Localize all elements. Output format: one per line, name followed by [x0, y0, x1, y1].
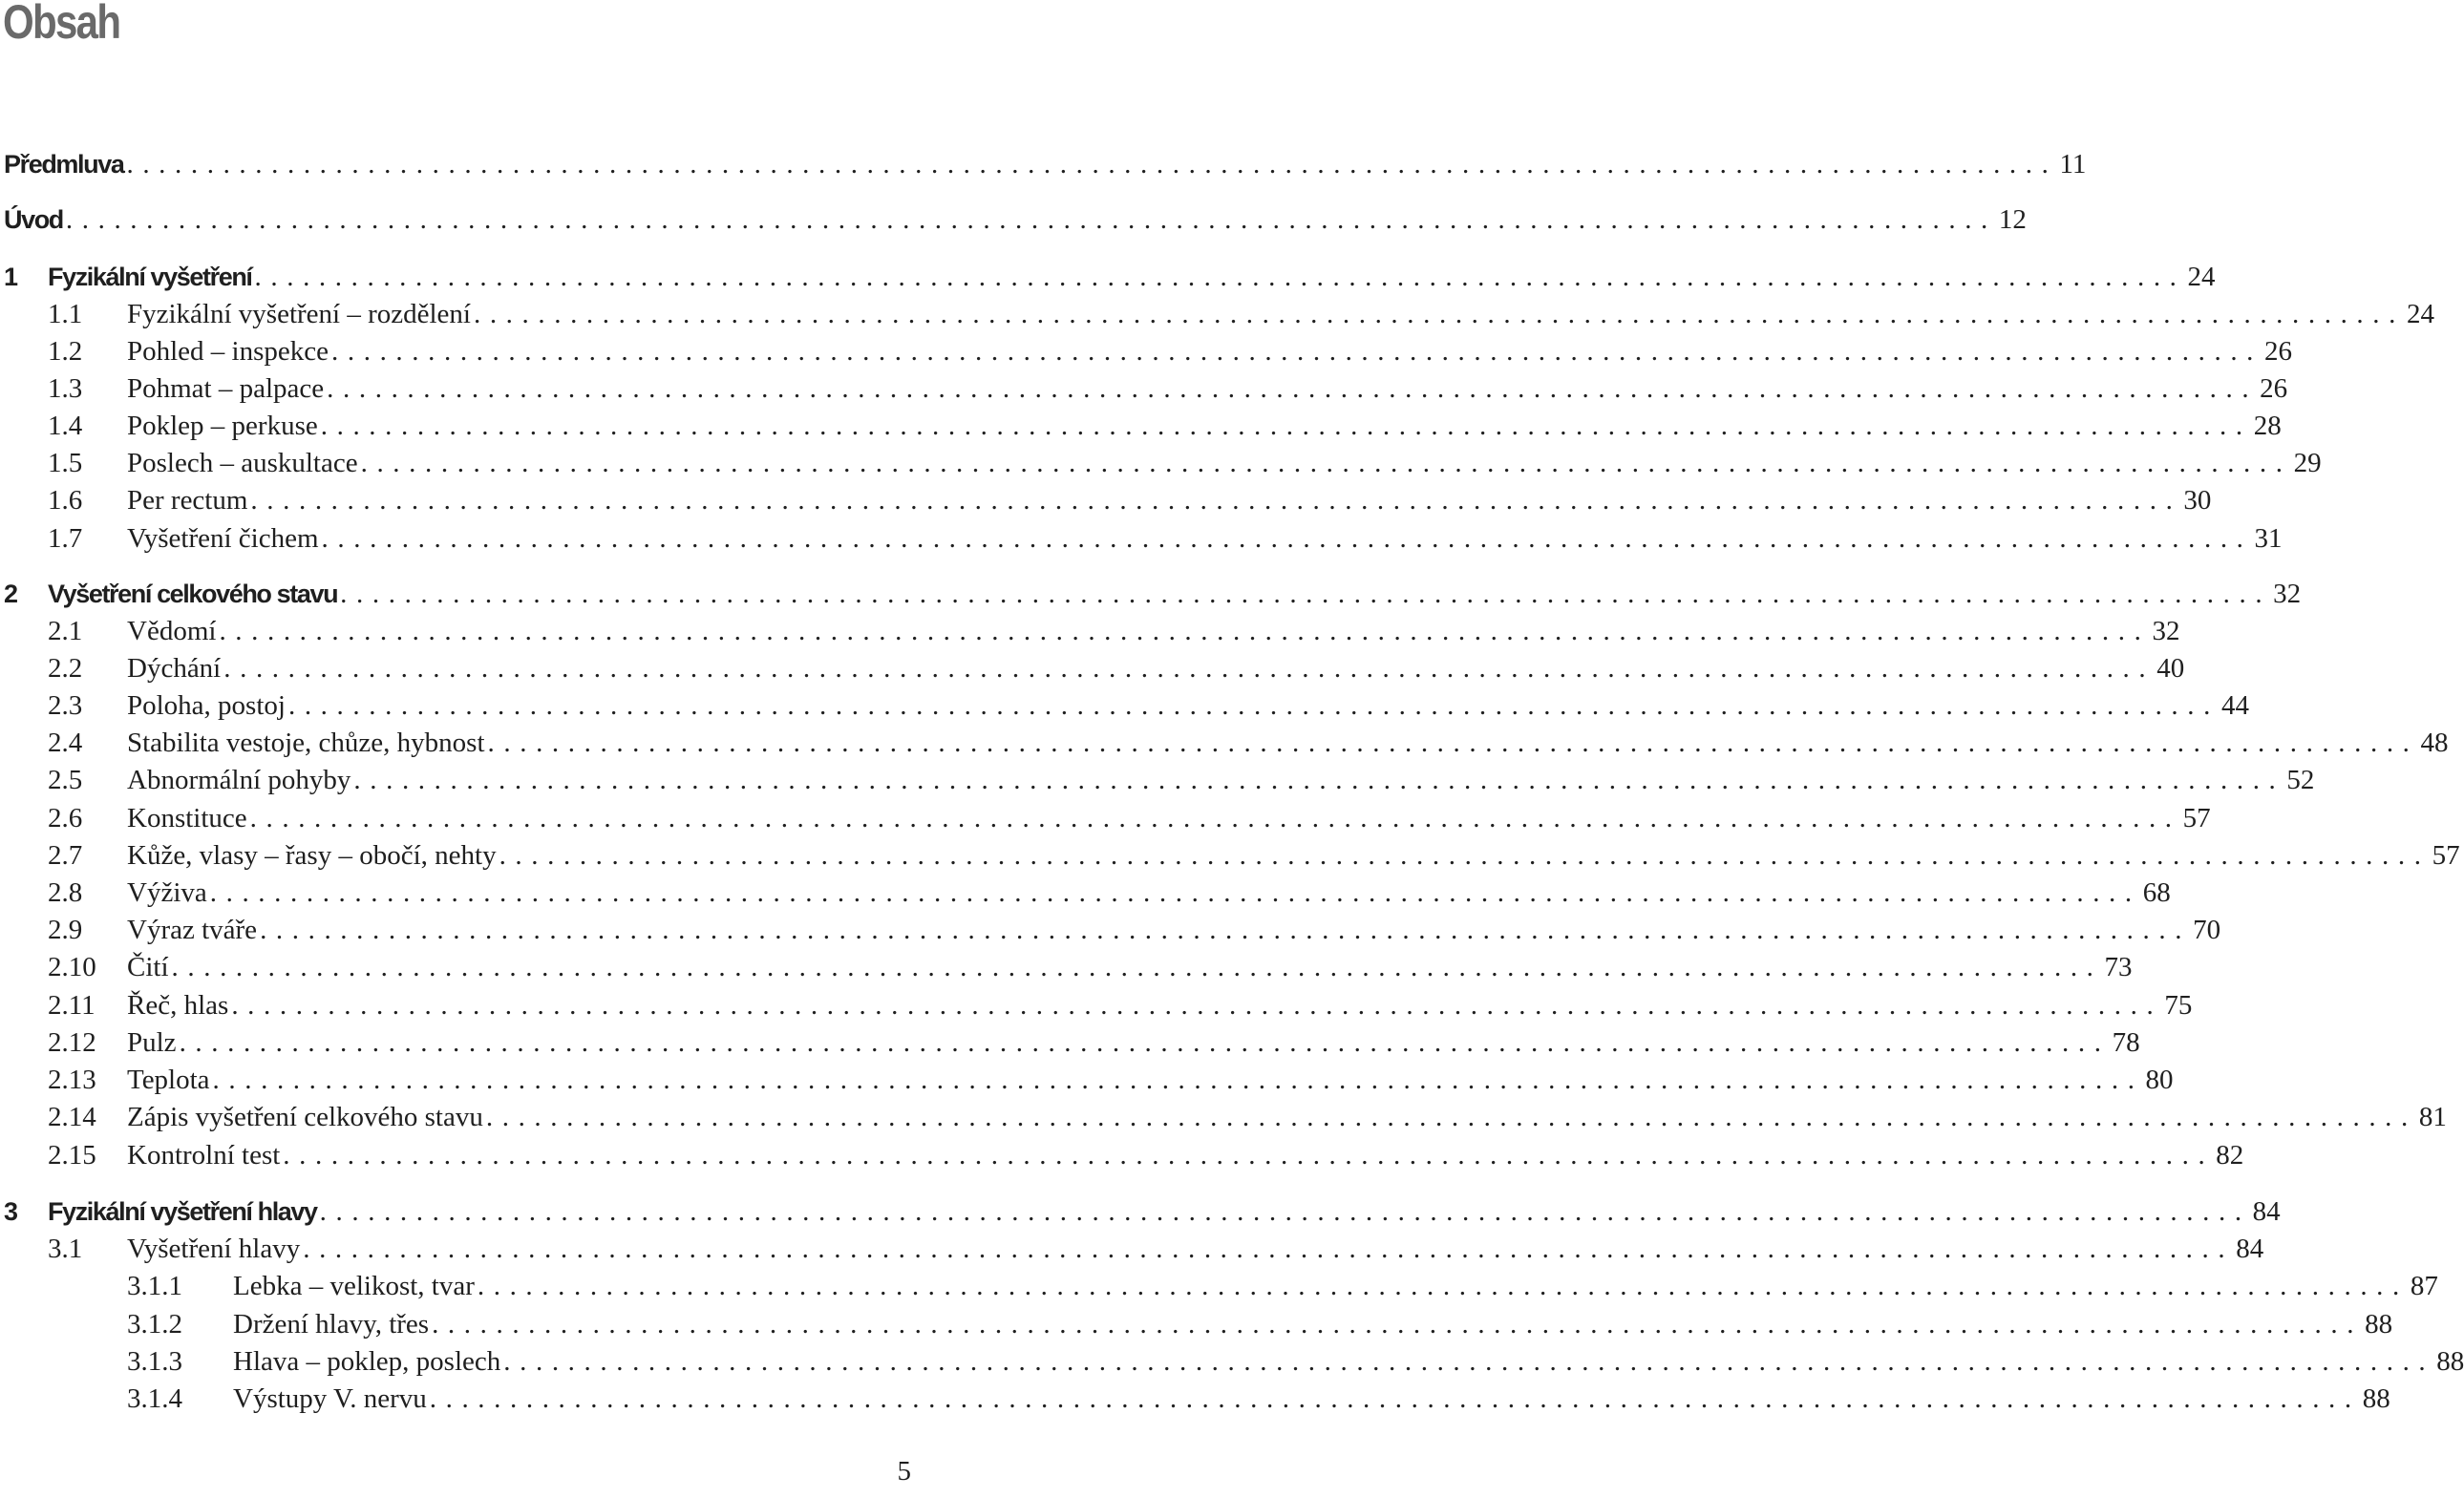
toc-entry-title: Držení hlavy, třes	[233, 1309, 430, 1340]
dot-leader: ........................................................................................................................	[254, 262, 2186, 292]
dot-leader: ........................................................................................................................	[473, 299, 2405, 329]
toc-entry-number: 2.13	[48, 1065, 96, 1095]
dot-leader: ........................................................................................................................	[219, 616, 2151, 646]
toc-entry[interactable]	[0, 481, 2212, 519]
toc-entry[interactable]	[0, 1136, 2244, 1174]
toc-entry-page: 78	[2112, 1027, 2140, 1058]
toc-entry-number: 2.8	[48, 877, 83, 908]
toc-entry[interactable]	[0, 761, 2315, 799]
toc-entry-title: Kontrolní test	[127, 1140, 281, 1171]
toc-entry-number: 1.1	[48, 299, 83, 329]
toc-entry[interactable]	[0, 686, 2249, 725]
toc-entry-number: 2.11	[48, 990, 96, 1021]
toc-entry-page: 12	[1998, 204, 2027, 235]
dot-leader: ........................................................................................................................	[231, 990, 2163, 1021]
toc-entry-page: 29	[2293, 448, 2322, 478]
toc-entry-page: 68	[2142, 877, 2171, 908]
toc-entry-title: Lebka – velikost, tvar	[233, 1271, 475, 1301]
toc-entry[interactable]	[0, 874, 2171, 912]
toc-entry-title: Poloha, postoj	[127, 690, 286, 721]
toc-entry-title: Per rectum	[127, 485, 248, 516]
toc-entry-number: 3.1.1	[127, 1271, 182, 1301]
toc-entry-title: Fyzikální vyšetření	[48, 263, 252, 291]
toc-entry-number: 1.3	[48, 373, 83, 404]
toc-entry-number: 2	[4, 580, 17, 608]
toc-entry[interactable]	[0, 1380, 2390, 1418]
toc-entry-title: Pulz	[127, 1027, 177, 1058]
dot-leader: ........................................................................................................................	[250, 485, 2182, 516]
toc-entry[interactable]	[0, 612, 2180, 650]
toc-entry-number: 2.1	[48, 616, 83, 646]
toc-entry-number: 2.5	[48, 765, 83, 795]
toc-entry[interactable]	[0, 332, 2293, 370]
toc-entry[interactable]	[0, 1061, 2174, 1099]
toc-entry-page: 32	[2273, 579, 2302, 609]
toc-entry-title: Hlava – poklep, poslech	[233, 1346, 501, 1377]
toc-entry-number: 2.2	[48, 653, 83, 684]
toc-entry-number: 2.7	[48, 840, 83, 871]
toc-entry-page: 57	[2432, 840, 2460, 871]
toc-entry-number: 2.12	[48, 1027, 96, 1058]
toc-entry-title: Řeč, hlas	[127, 990, 229, 1021]
toc-entry[interactable]	[0, 911, 2221, 949]
dot-leader: ........................................................................................................................	[260, 915, 2192, 945]
dot-leader: ........................................................................................................................	[321, 523, 2253, 554]
toc-entry-title: Poslech – auskultace	[127, 448, 358, 478]
toc-entry-page: 30	[2183, 485, 2212, 516]
toc-entry-title: Vědomí	[127, 616, 217, 646]
toc-entry-page: 28	[2253, 411, 2282, 441]
dot-leader: ........................................................................................................................	[353, 765, 2285, 795]
toc-entry[interactable]	[0, 145, 2087, 183]
page-title: Obsah	[3, 0, 120, 49]
toc-entry-page: 26	[2260, 373, 2288, 404]
toc-entry-page: 24	[2406, 299, 2434, 329]
toc-entry-number: 3.1.3	[127, 1346, 182, 1377]
toc-entry-page: 57	[2182, 803, 2211, 833]
toc-entry-title: Fyzikální vyšetření – rozdělení	[127, 299, 471, 329]
toc-entry-page: 44	[2220, 690, 2249, 721]
toc-entry-page: 40	[2156, 653, 2185, 684]
toc-entry[interactable]	[0, 986, 2193, 1024]
toc-entry-title: Fyzikální vyšetření hlavy	[48, 1197, 317, 1226]
dot-leader: ........................................................................................................................	[320, 411, 2252, 441]
toc-entry-page: 73	[2104, 952, 2133, 982]
toc-entry[interactable]	[0, 1023, 2140, 1062]
dot-leader: ........................................................................................................................	[209, 877, 2141, 908]
toc-entry-page: 24	[2187, 262, 2216, 292]
toc-entry-page: 88	[2436, 1346, 2464, 1377]
toc-entry-number: 2.10	[48, 952, 96, 982]
dot-leader: ........................................................................................................................	[303, 1234, 2235, 1264]
toc-entry-number: 1.7	[48, 523, 83, 554]
toc-entry-page: 84	[2252, 1196, 2281, 1227]
toc-entry-page: 26	[2264, 336, 2293, 367]
toc-entry[interactable]	[0, 444, 2322, 482]
toc-entry[interactable]	[0, 407, 2282, 445]
dot-leader: ........................................................................................................................	[432, 1309, 2364, 1340]
dot-leader: ........................................................................................................................	[65, 204, 1997, 235]
toc-entry-page: 32	[2152, 616, 2180, 646]
toc-entry-page: 87	[2410, 1271, 2438, 1301]
dot-leader: ........................................................................................................................	[485, 1102, 2417, 1132]
toc-entry[interactable]	[0, 1098, 2447, 1136]
toc-entry-number: 2.15	[48, 1140, 96, 1171]
toc-entry-title: Stabilita vestoje, chůze, hybnost	[127, 728, 485, 758]
toc-entry-title: Čití	[127, 952, 169, 982]
toc-entry-page: 88	[2365, 1309, 2393, 1340]
toc-entry-title: Abnormální pohyby	[127, 765, 351, 795]
dot-leader: ........................................................................................................................	[287, 690, 2220, 721]
toc-entry-title: Pohled – inspekce	[127, 336, 329, 367]
dot-leader: ........................................................................................................................	[283, 1140, 2215, 1171]
toc-entry-number: 3.1.2	[127, 1309, 182, 1340]
toc-entry-number: 1.5	[48, 448, 83, 478]
dot-leader: ........................................................................................................................	[477, 1271, 2409, 1301]
dot-leader: ........................................................................................................................	[179, 1027, 2111, 1058]
dot-leader: ........................................................................................................................	[223, 653, 2156, 684]
toc-entry[interactable]	[0, 1267, 2438, 1305]
toc-entry[interactable]	[0, 1192, 2281, 1231]
toc-entry-page: 75	[2164, 990, 2193, 1021]
toc-entry-page: 88	[2362, 1383, 2390, 1414]
toc-entry[interactable]	[0, 1342, 2464, 1381]
toc-entry[interactable]	[0, 575, 2302, 613]
dot-leader: ........................................................................................................................	[487, 728, 2419, 758]
toc-entry-number: 3	[4, 1197, 17, 1226]
toc-entry-number: 2.14	[48, 1102, 96, 1132]
toc-entry-page: 31	[2254, 523, 2283, 554]
dot-leader: ........................................................................................................................	[327, 373, 2259, 404]
toc-entry-title: Výraz tváře	[127, 915, 258, 945]
toc-entry[interactable]	[0, 295, 2434, 333]
toc-entry-title: Konstituce	[127, 803, 247, 833]
toc-entry-number: 2.3	[48, 690, 83, 721]
toc-entry-number: 1.4	[48, 411, 83, 441]
toc-entry[interactable]	[0, 1305, 2393, 1343]
toc-entry[interactable]	[0, 649, 2185, 687]
toc-entry-title: Poklep – perkuse	[127, 411, 318, 441]
toc-entry-page: 82	[2216, 1140, 2244, 1171]
toc-entry[interactable]	[0, 200, 2027, 239]
toc-entry-page: 70	[2193, 915, 2221, 945]
toc-entry-number: 1.6	[48, 485, 83, 516]
toc-entry-page: 80	[2145, 1065, 2174, 1095]
dot-leader: ........................................................................................................................	[360, 448, 2292, 478]
toc-entry-title: Výstupy V. nervu	[233, 1383, 427, 1414]
dot-leader: ........................................................................................................................	[503, 1346, 2435, 1377]
toc-entry-title: Výživa	[127, 877, 207, 908]
toc-entry-title: Úvod	[4, 205, 63, 234]
dot-leader: ........................................................................................................................	[331, 336, 2263, 367]
toc-entry[interactable]	[0, 1230, 2264, 1268]
toc-entry-number: 2.9	[48, 915, 83, 945]
toc-entry-title: Teplota	[127, 1065, 210, 1095]
toc-entry-number: 3.1	[48, 1234, 83, 1264]
toc-entry-title: Vyšetření hlavy	[127, 1234, 301, 1264]
toc-entry[interactable]	[0, 799, 2211, 837]
toc-entry[interactable]	[0, 369, 2288, 408]
toc-entry-number: 1	[4, 263, 17, 291]
dot-leader: ........................................................................................................................	[499, 840, 2431, 871]
toc-entry-page: 52	[2286, 765, 2315, 795]
dot-leader: ........................................................................................................................	[126, 149, 2058, 179]
dot-leader: ........................................................................................................................	[249, 803, 2181, 833]
dot-leader: ........................................................................................................................	[171, 952, 2103, 982]
dot-leader: ........................................................................................................................	[212, 1065, 2144, 1095]
toc-entry-title: Předmluva	[4, 150, 124, 179]
dot-leader: ........................................................................................................................	[429, 1383, 2361, 1414]
toc-entry-title: Pohmat – palpace	[127, 373, 325, 404]
toc-entry-page: 11	[2059, 149, 2087, 179]
toc-entry-title: Kůže, vlasy – řasy – obočí, nehty	[127, 840, 497, 871]
page-number: 5	[897, 1456, 911, 1487]
toc-entry[interactable]	[0, 258, 2216, 296]
toc-entry-page: 48	[2420, 728, 2449, 758]
toc-entry-page: 84	[2236, 1234, 2264, 1264]
toc-entry[interactable]	[0, 836, 2460, 875]
toc-entry-title: Vyšetření celkového stavu	[48, 580, 338, 608]
dot-leader: ........................................................................................................................	[319, 1196, 2251, 1227]
toc-entry-page: 81	[2418, 1102, 2447, 1132]
toc-entry-number: 1.2	[48, 336, 83, 367]
toc-entry-number: 3.1.4	[127, 1383, 182, 1414]
toc-entry-number: 2.4	[48, 728, 83, 758]
toc-entry-number: 2.6	[48, 803, 83, 833]
toc-entry-title: Vyšetření čichem	[127, 523, 319, 554]
toc-entry-title: Zápis vyšetření celkového stavu	[127, 1102, 483, 1132]
toc-entry[interactable]	[0, 519, 2283, 558]
toc-entry[interactable]	[0, 948, 2133, 986]
toc-entry[interactable]	[0, 724, 2449, 762]
toc-entry-title: Dýchání	[127, 653, 222, 684]
dot-leader: ........................................................................................................................	[340, 579, 2272, 609]
